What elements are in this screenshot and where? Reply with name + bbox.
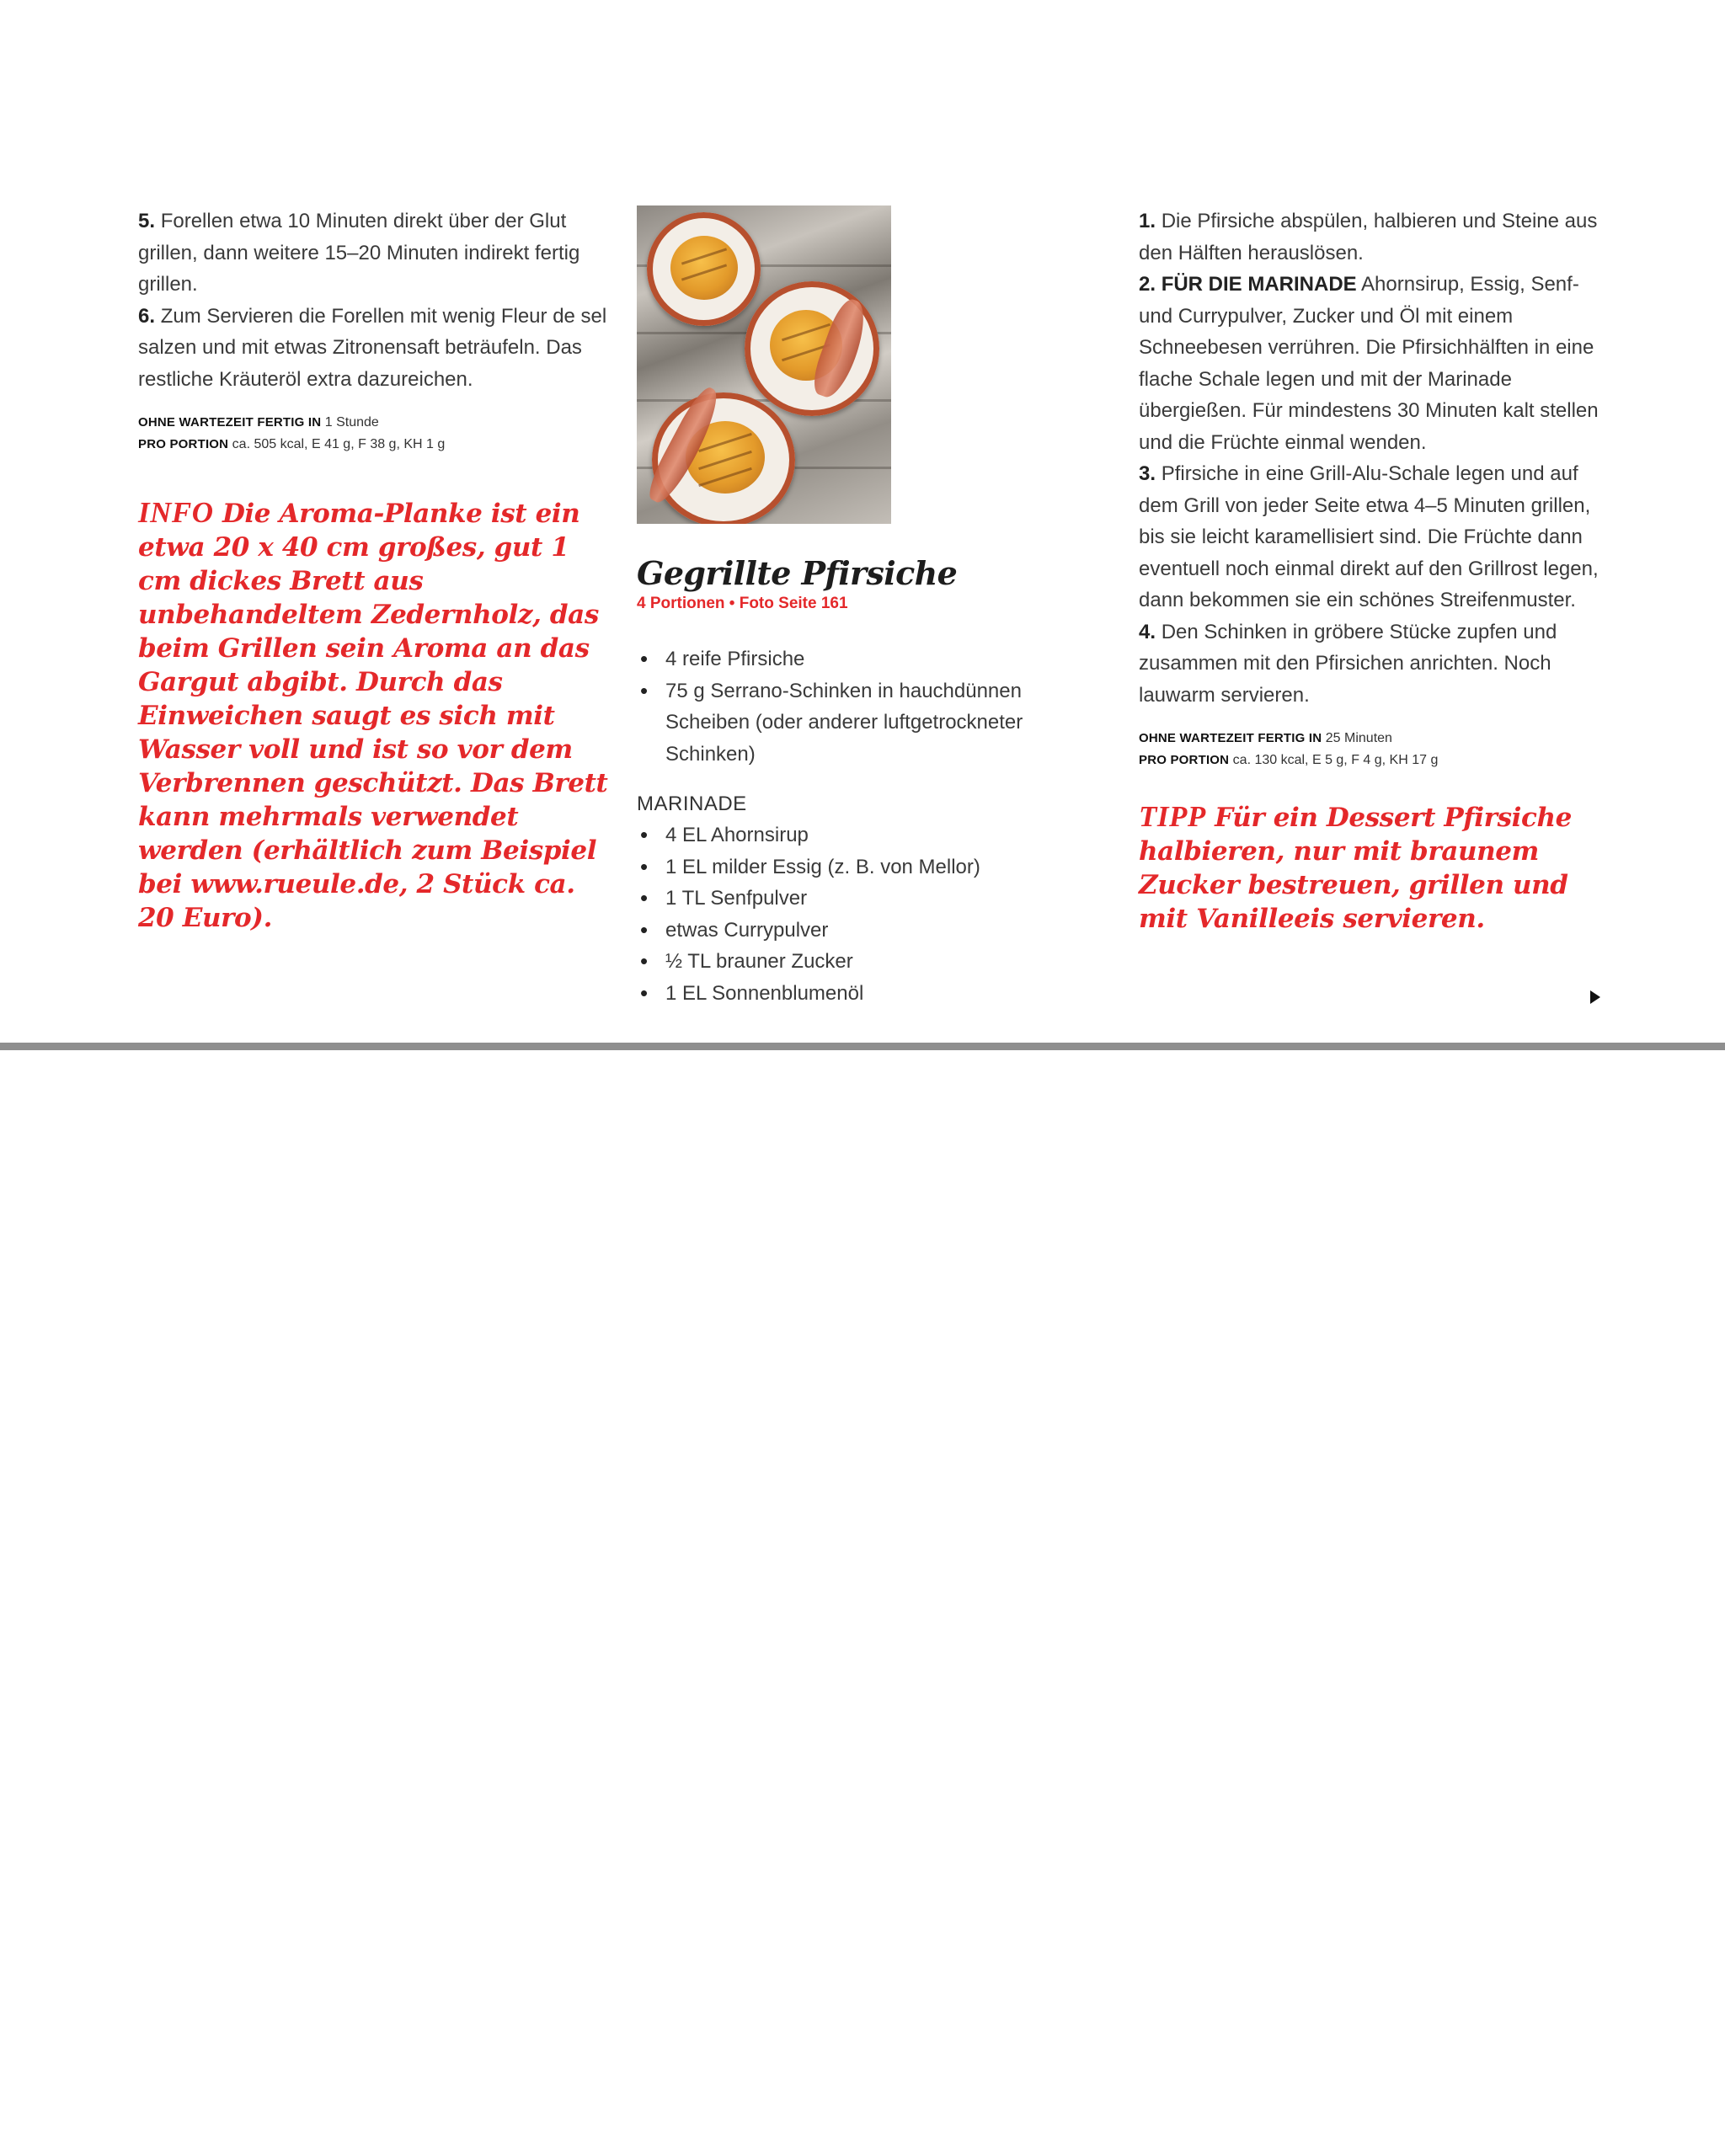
prep-time-value: 25 Minuten	[1325, 731, 1392, 745]
recipe-subtitle: 4 Portionen • Foto Seite 161	[637, 595, 848, 612]
step-number: 6.	[138, 304, 156, 328]
grill-mark	[698, 467, 752, 487]
per-portion-label: PRO PORTION	[1139, 753, 1230, 767]
continue-arrow-icon	[1590, 990, 1600, 1004]
middle-column	[637, 205, 1108, 1009]
page-bottom-rule	[0, 1043, 1725, 1050]
step-number: 1.	[1139, 210, 1156, 232]
blank-area	[0, 1050, 1725, 2156]
step-text: Den Schinken in gröbere Stücke zupfen und zusammen mit den Pfirsichen anrichten. Noch lauwarm servieren.	[1139, 620, 1557, 707]
right-column	[1139, 205, 1610, 936]
prep-time	[1139, 728, 1610, 750]
tipp-box	[1139, 800, 1594, 936]
per-portion-value: ca. 505 kcal, E 41 g, F 38 g, KH 1 g	[232, 437, 446, 451]
marinade-heading: MARINADE	[637, 792, 747, 815]
step-1	[1139, 205, 1610, 269]
info-keyword: INFO	[138, 496, 214, 529]
step-text: Pfirsiche in eine Grill-Alu-Schale legen und auf dem Grill von jeder Seite etwa 4–5 Minuten grillen, bis sie leicht karamellisiert sind. Die Früchte dann eventuell noch einmal direkt auf den Grillrost legen, dann bekommen sie ein schönes Streifenmuster.	[1139, 462, 1599, 611]
step-number: 2.	[1139, 273, 1156, 296]
step-number: 4.	[1139, 620, 1156, 643]
marinade-item: • ½ TL brauner Zucker	[637, 946, 1108, 978]
marinade-item: • etwas Currypulver	[637, 915, 1108, 947]
peach-half	[670, 236, 738, 300]
left-column	[138, 205, 610, 935]
recipe-title: Gegrillte Pfirsiche	[637, 554, 958, 592]
marinade-item: • 1 TL Senfpulver	[637, 883, 1108, 915]
step-2	[1139, 269, 1610, 458]
prep-time-value: 1 Stunde	[324, 415, 379, 430]
step-text: Zum Servieren die Forellen mit wenig Fleur de sel salzen und mit etwas Zitronensaft beträufeln. Das restliche Kräuteröl extra dazureichen.	[138, 304, 607, 391]
recipe-photo	[637, 205, 891, 524]
tipp-text: Für ein Dessert Pfirsiche halbieren, nur mit braunem Zucker bestreuen, grillen und mit Vanilleeis servieren.	[1139, 803, 1572, 934]
marinade-item: • 1 EL milder Essig (z. B. von Mellor)	[637, 851, 1108, 883]
step-text: Ahornsirup, Essig, Senf- und Currypulver, Zucker und Öl mit einem Schneebesen verrühren. Die Pfirsichhälften in eine flache Schale legen und mit der Marinade übergießen. Für mindestens 30 Minuten kalt stellen und die Früchte einmal wenden.	[1139, 273, 1599, 454]
step-text: Die Pfirsiche abspülen, halbieren und Steine aus den Hälften herauslösen.	[1139, 210, 1598, 264]
ingredient-item: • 75 g Serrano-Schinken in hauchdünnen Scheiben (oder anderer luftgetrockneter Schinken)	[637, 675, 1108, 771]
step-number: 5.	[138, 210, 156, 232]
prep-time	[138, 412, 610, 434]
step-5	[138, 205, 610, 301]
tipp-keyword: TIPP	[1139, 800, 1206, 833]
prep-time-label: OHNE WARTEZEIT FERTIG IN	[1139, 731, 1322, 745]
marinade-list	[637, 819, 1108, 1009]
info-box	[138, 496, 610, 935]
info-text: Die Aroma-Planke ist ein etwa 20 x 40 cm großes, gut 1 cm dickes Brett aus unbehandeltem Zedernholz, das beim Grillen sein Aroma an das Gargut abgibt. Durch das Einweichen saugt es sich mit Wasser voll und ist so vor dem Verbrennen geschützt. Das Brett kann mehrmals verwendet werden (erhältlich zum Beispiel bei www.rueule.de, 2 Stück ca. 20 Euro).	[138, 499, 608, 933]
step-heading: FÜR DIE MARINADE	[1161, 273, 1357, 296]
grill-mark	[698, 451, 752, 470]
plate	[647, 212, 761, 326]
per-portion-value: ca. 130 kcal, E 5 g, F 4 g, KH 17 g	[1232, 753, 1439, 767]
magazine-page	[0, 0, 1725, 1043]
per-portion	[1139, 750, 1610, 771]
marinade-item: • 1 EL Sonnenblumenöl	[637, 978, 1108, 1010]
step-number: 3.	[1139, 462, 1156, 485]
step-text: Forellen etwa 10 Minuten direkt über der Glut grillen, dann weitere 15–20 Minuten indirekt fertig grillen.	[138, 210, 580, 296]
grill-mark	[698, 433, 752, 452]
nutrition-info	[1139, 728, 1610, 771]
ingredient-item: • 4 reife Pfirsiche	[637, 643, 1108, 675]
prep-time-label: OHNE WARTEZEIT FERTIG IN	[138, 415, 322, 430]
step-6	[138, 301, 610, 396]
grill-mark	[782, 323, 830, 341]
step-4	[1139, 616, 1610, 712]
ingredient-list	[637, 643, 1108, 770]
grill-mark	[681, 248, 727, 264]
nutrition-info	[138, 412, 610, 456]
grill-mark	[681, 264, 727, 280]
per-portion-label: PRO PORTION	[138, 437, 229, 451]
marinade-item: • 4 EL Ahornsirup	[637, 819, 1108, 851]
per-portion	[138, 434, 610, 456]
step-3	[1139, 458, 1610, 616]
